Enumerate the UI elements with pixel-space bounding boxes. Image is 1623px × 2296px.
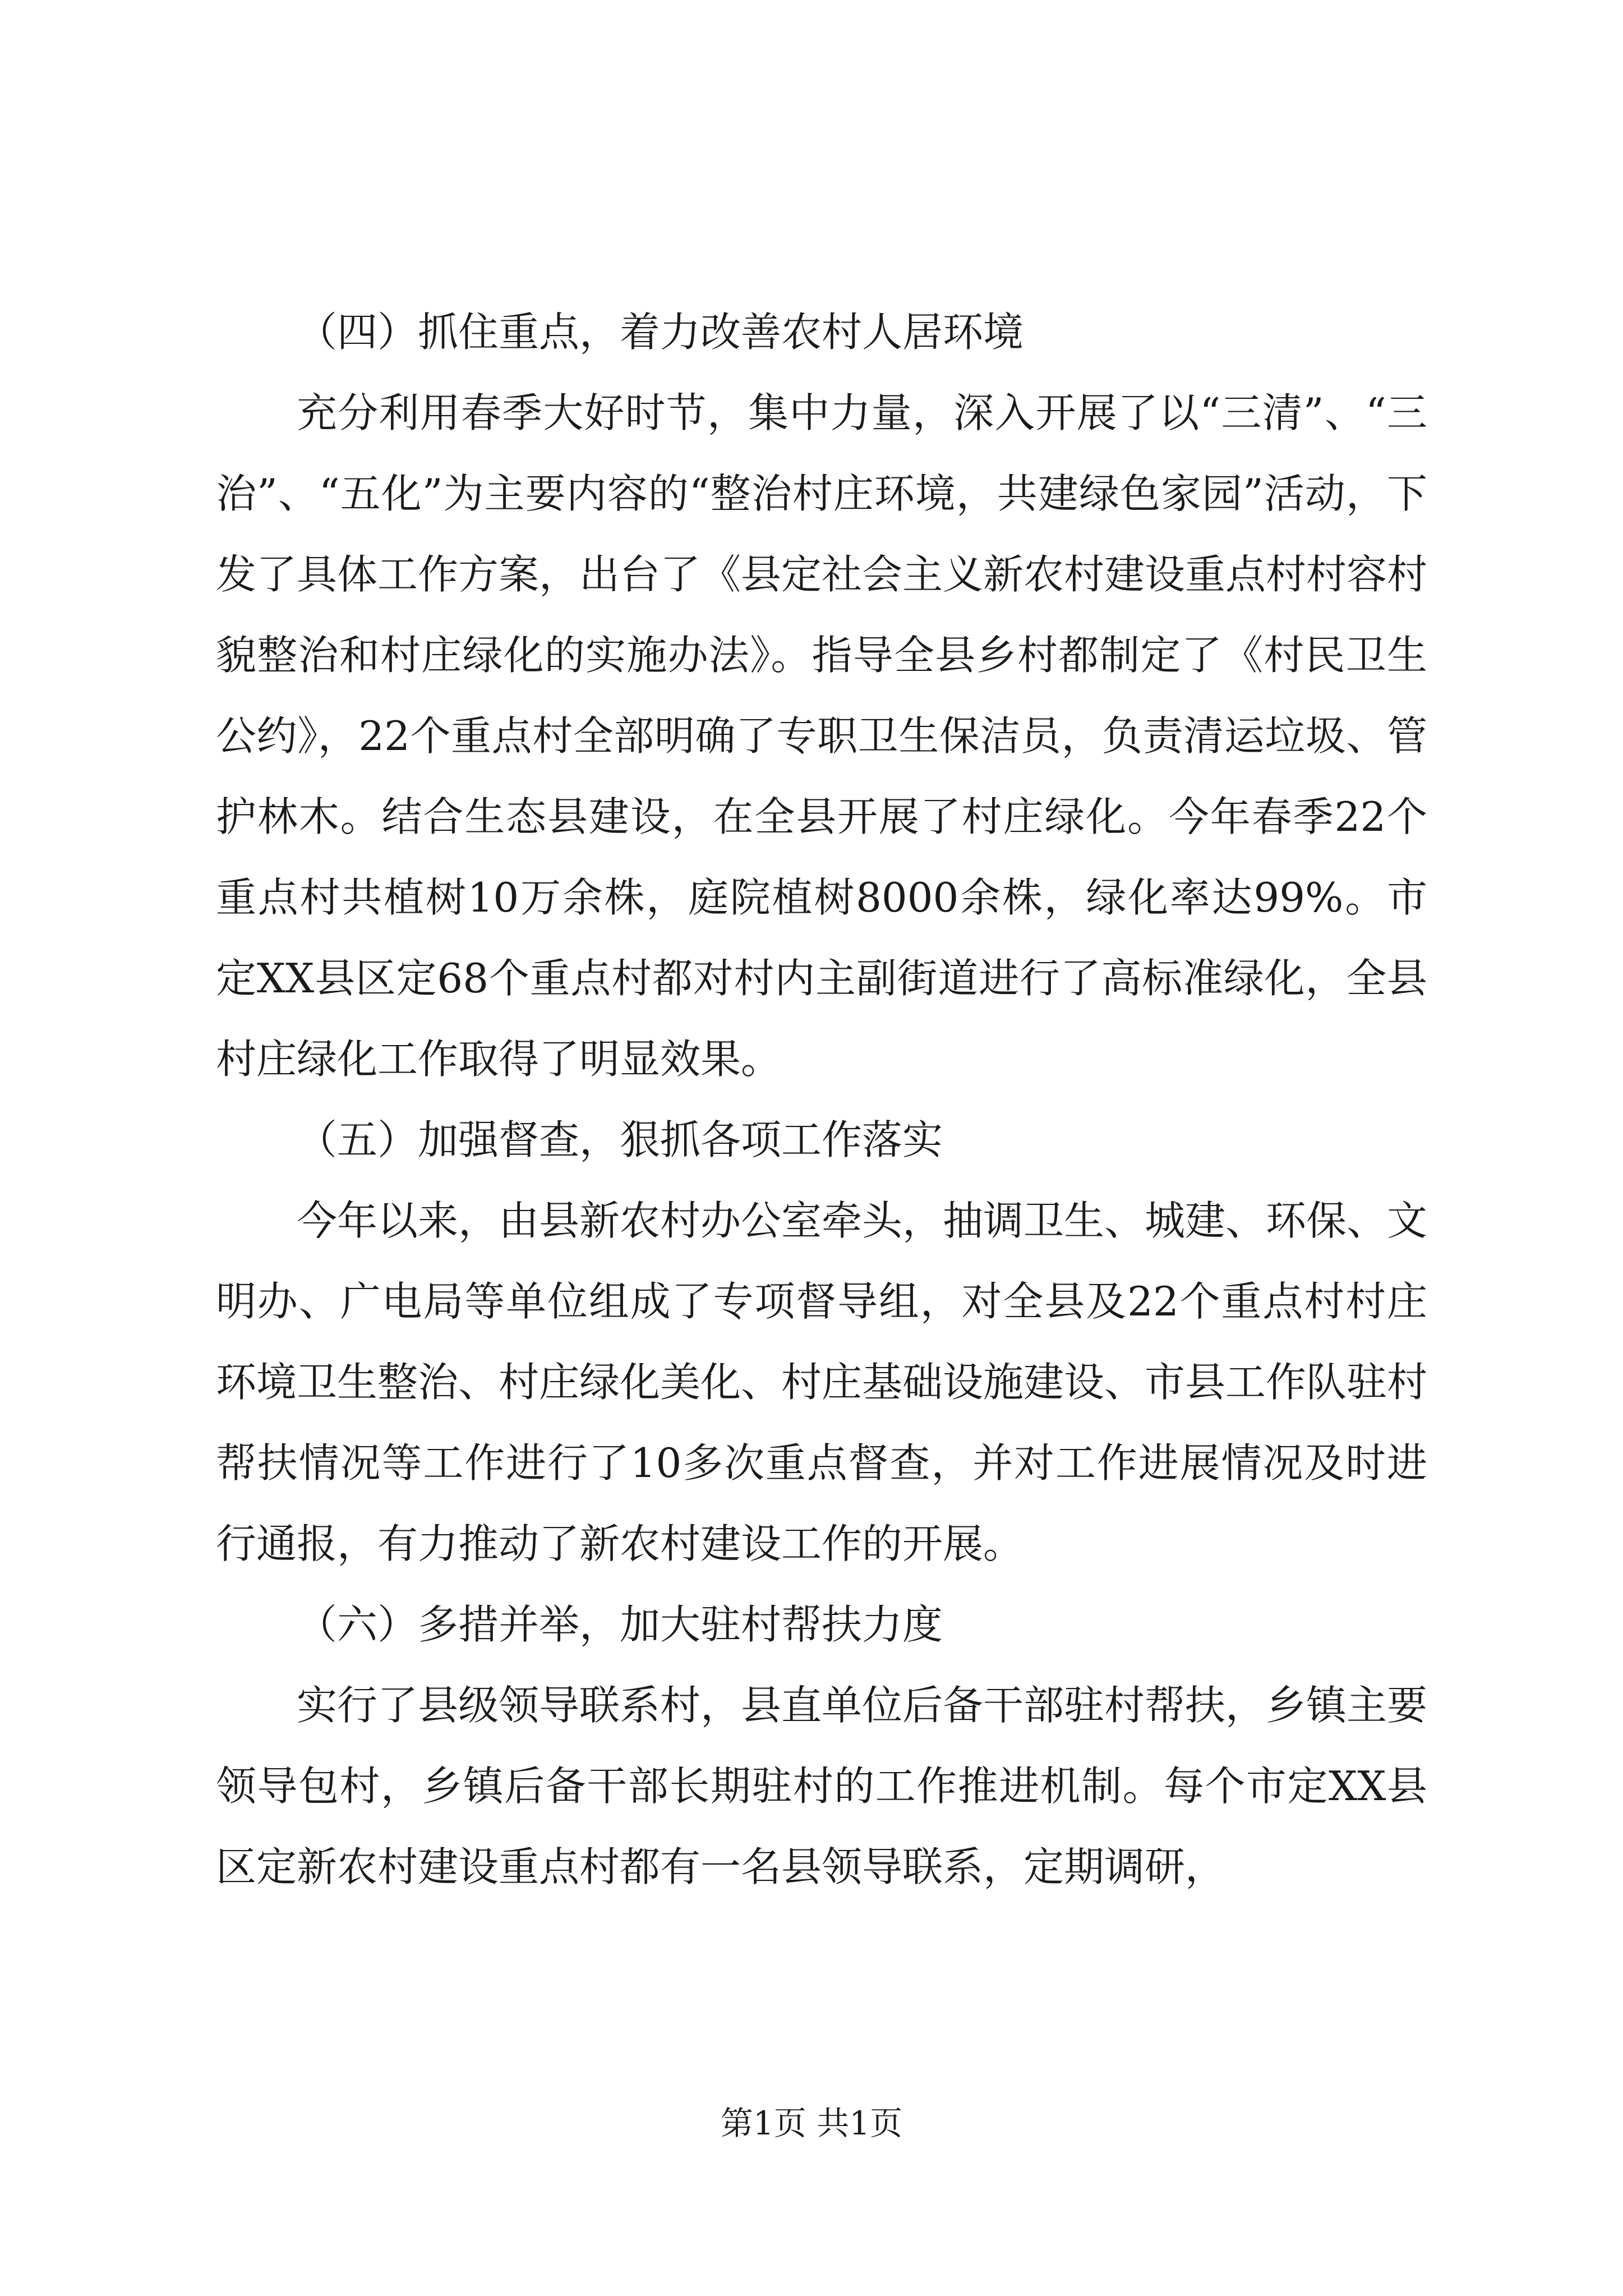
section-heading-4: （四）抓住重点，着力改善农村人居环境	[297, 309, 1024, 356]
section-paragraph-4: 充分利用春季大好时节，集中力量，深入开展了以“三清”、“三治”、“五化”为主要内容的“整治村庄环境，共建绿色家园”活动，下发了具体工作方案，出台了《县定社会主义新农村建设重点村村容村貌整治和村庄绿化的实施办法》。指导全县乡村都制定了《村民卫生公约》，22个重点村全部明确了专职卫生保洁员，负责清运垃圾、管护林木。结合生态县建设，在全县开展了村庄绿化。今年春季22个重点村共植树10万余株，庭院植树8000余株，绿化率达99%。市定XX县区定68个重点村都对村内主副街道进行了高标准绿化，全县村庄绿化工作取得了明显效果。	[216, 389, 1428, 1083]
section-heading-6: （六）多措并举，加大驻村帮扶力度	[297, 1601, 943, 1648]
section-paragraph-5: 今年以来，由县新农村办公室牵头，抽调卫生、城建、环保、文明办、广电局等单位组成了专项督导组，对全县及22个重点村村庄环境卫生整治、村庄绿化美化、村庄基础设施建设、市县工作队驻村帮扶情况等工作进行了10多次重点督查，并对工作进展情况及时进行通报，有力推动了新农村建设工作的开展。	[216, 1197, 1428, 1567]
document-body	[216, 292, 1427, 1907]
page-number-footer: 第1页 共1页	[720, 2104, 903, 2142]
section-heading-5: （五）加强督查，狠抓各项工作落实	[297, 1116, 943, 1163]
section-paragraph-6: 实行了县级领导联系村，县直单位后备干部驻村帮扶，乡镇主要领导包村，乡镇后备干部长期驻村的工作推进机制。每个市定XX县区定新农村建设重点村都有一名县领导联系，定期调研，	[216, 1682, 1428, 1890]
